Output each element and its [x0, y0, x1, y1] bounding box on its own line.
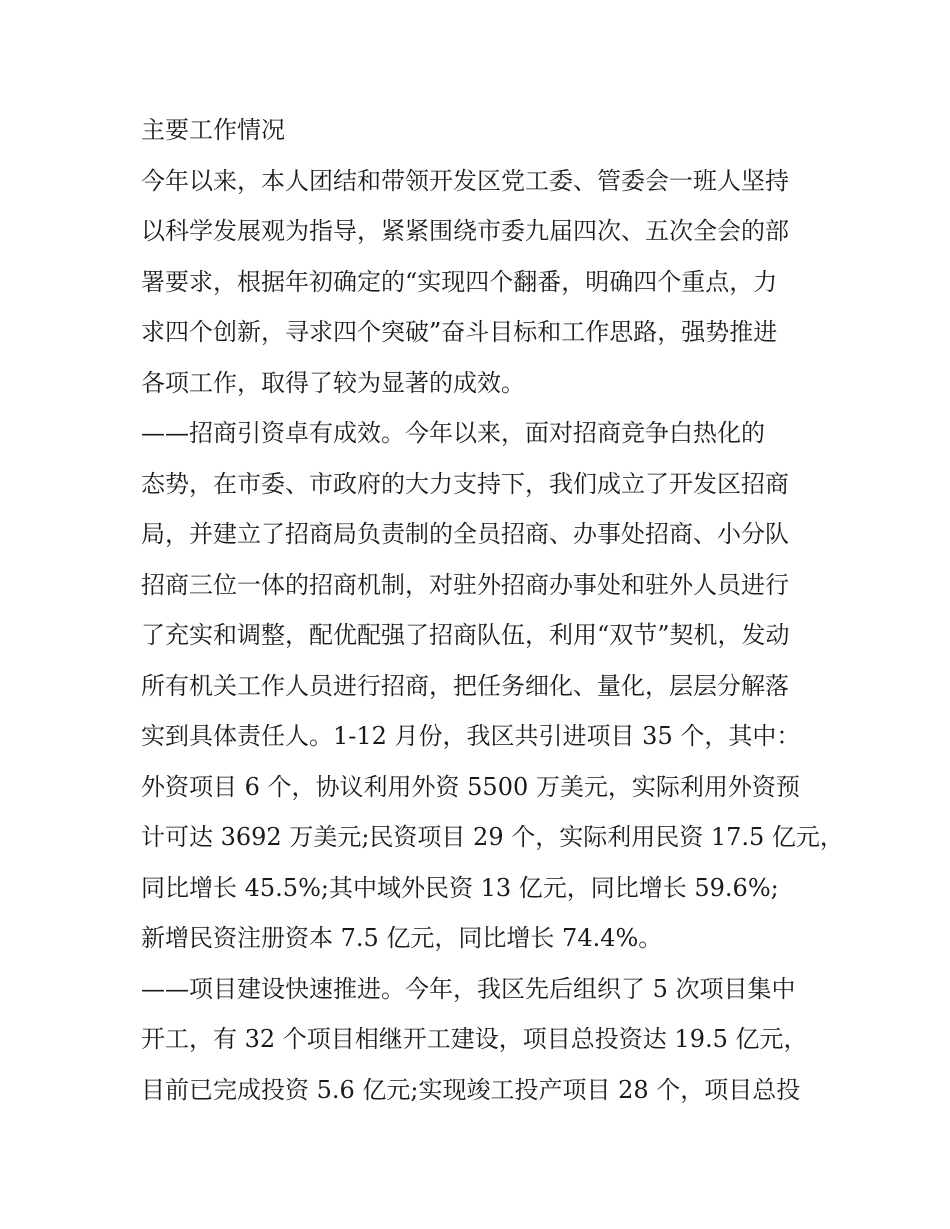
- text-line: 实到具体责任人。1-12 月份，我区共引进项目 35 个，其中：: [141, 722, 801, 750]
- text-line: 局，并建立了招商局负责制的全员招商、办事处招商、小分队: [141, 520, 789, 548]
- text-line: ——项目建设快速推进。今年，我区先后组织了 5 次项目集中: [141, 974, 796, 1003]
- text-line: 目前已完成投资 5.6 亿元;实现竣工投产项目 28 个，项目总投: [141, 1075, 801, 1104]
- text-line: 新增民资注册资本 7.5 亿元，同比增长 74.4%。: [141, 924, 663, 952]
- text-line: 求四个创新，寻求四个突破”奋斗目标和工作思路，强势推进: [141, 318, 778, 346]
- text-line: 以科学发展观为指导，紧紧围绕市委九届四次、五次全会的部: [141, 217, 789, 245]
- text-line: 计可达 3692 万美元;民资项目 29 个，实际利用民资 17.5 亿元，: [141, 823, 844, 851]
- text-line: 开工，有 32 个项目相继开工建设，项目总投资达 19.5 亿元，: [141, 1025, 808, 1053]
- text-line: 今年以来，本人团结和带领开发区党工委、管委会一班人坚持: [141, 166, 789, 195]
- text-line: 态势，在市委、市政府的大力支持下，我们成立了开发区招商: [141, 469, 789, 498]
- section-heading: 主要工作情况: [141, 116, 285, 144]
- text-line: 署要求，根据年初确定的“实现四个翻番，明确四个重点，力: [141, 267, 778, 296]
- document-body: [141, 110, 844, 1120]
- text-line: 外资项目 6 个，协议利用外资 5500 万美元，实际利用外资预: [141, 772, 800, 801]
- text-line: 了充实和调整，配优配强了招商队伍，利用“双节”契机，发动: [141, 621, 790, 649]
- text-line: 同比增长 45.5%;其中域外民资 13 亿元，同比增长 59.6%;: [141, 873, 779, 902]
- text-line: 招商三位一体的招商机制，对驻外招商办事处和驻外人员进行: [141, 570, 789, 599]
- text-line: 所有机关工作人员进行招商，把任务细化、量化，层层分解落: [141, 671, 789, 700]
- text-line: 各项工作，取得了较为显著的成效。: [141, 368, 525, 397]
- text-line: ——招商引资卓有成效。今年以来，面对招商竞争白热化的: [141, 419, 765, 447]
